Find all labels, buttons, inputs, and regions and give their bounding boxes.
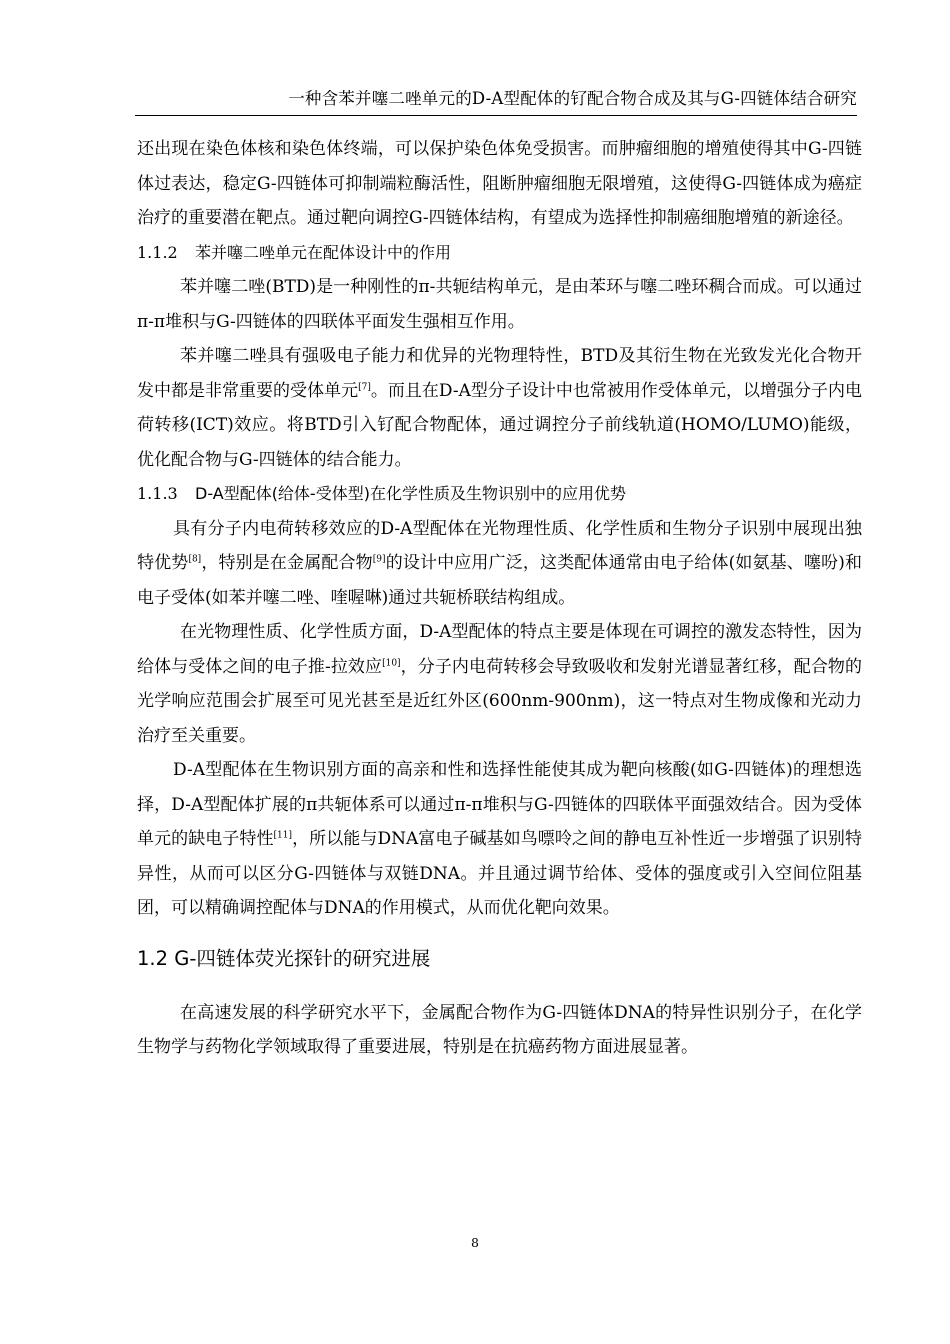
- text-run: D-A型配体在生物识别方面的高亲和性和选择性能使其成为靶向核酸(如G-四链体)的理想选择，D-A型配体扩展的π共轭体系可以通过π-π堆积与G-四链体的四联体平面强效结合。因为受体单元的缺电子特性: [137, 760, 862, 849]
- text-run: ，所以能与DNA富电子碱基如鸟嘌呤之间的静电互补性近一步增强了识别特异性，从而可以区分G-四链体与双链DNA。并且通过调节给体、受体的强度或引入空间位阻基团，可以精确调控配体与DNA的作用模式，从而优化靶向效果。: [137, 829, 862, 918]
- text-run: 的设计中应用广泛，这类配体通常由电子给体(如氨基、噻吩)和电子受体(如苯并噻二唑、喹喔啉)通过共轭桥联结构组成。: [137, 553, 863, 608]
- citation-ref: [7]: [358, 381, 371, 392]
- body-text: [137, 132, 862, 1065]
- paragraph-metal-complexes: 在高速发展的科学研究水平下，金属配合物作为G-四链体DNA的特异性识别分子，在化学生物学与药物化学领域取得了重要进展，特别是在抗癌药物方面进展显著。: [137, 1002, 862, 1057]
- text-run: 在光物理性质、化学性质方面，D-A型配体的特点主要是体现在可调控的激发态特性，因为给体与受体之间的电子推-拉效应: [137, 622, 862, 677]
- section-heading-1-1-3: [137, 477, 862, 512]
- section-title: D-A型配体(给体-受体型)在化学性质及生物识别中的应用优势: [195, 484, 626, 503]
- section-heading-1-1-2: [137, 236, 862, 271]
- section-heading-1-2: 1.2 G-四链体荧光探针的研究进展: [137, 946, 431, 970]
- text-run: ，特别是在金属配合物: [201, 553, 373, 573]
- paragraph-photophysics: [137, 615, 862, 753]
- text-run: 具有分子内电荷转移效应的D-A型配体在光物理性质、化学性质和生物分子识别中展现出独特优势: [137, 518, 862, 573]
- text-run: 。而且在D-A型分子设计中也常被用作受体单元，以增强分子内电荷转移(ICT)效应。将BTD引入钌配合物配体，通过调控分子前线轨道(HOMO/LUMO)能级，优化配合物与G-四链体的结合能力。: [137, 380, 863, 470]
- citation-ref: [9]: [372, 554, 386, 565]
- section-number: 1.1.3: [137, 484, 178, 503]
- section-number: 1.1.2: [137, 242, 178, 262]
- citation-ref: [11]: [273, 830, 293, 841]
- text-run: 苯并噻二唑具有强吸电子能力和优异的光物理特性，BTD及其衍生物在光致发光化合物开发中都是非常重要的受体单元: [137, 346, 862, 401]
- header-rule: [135, 115, 857, 116]
- section-title: 苯并噻二唑单元在配体设计中的作用: [195, 242, 452, 262]
- text-run: ，分子内电荷转移会导致吸收和发射光谱显著红移，配合物的光学响应范围会扩展至可见光甚至是近红外区(600nm-900nm)，这一特点对生物成像和光动力治疗至关重要。: [137, 656, 862, 746]
- running-header: 一种含苯并噻二唑单元的D-A型配体的钌配合物合成及其与G-四链体结合研究: [288, 89, 857, 108]
- citation-ref: [8]: [188, 554, 202, 565]
- paragraph-bio-recognition: [137, 753, 862, 926]
- paragraph-btd-properties: [137, 339, 862, 477]
- citation-ref: [10]: [382, 657, 401, 668]
- page-number: 8: [471, 1235, 479, 1250]
- paragraph-btd-intro: 苯并噻二唑(BTD)是一种刚性的π-共轭结构单元，是由苯环与噻二唑环稠合而成。可以通过π-π堆积与G-四链体的四联体平面发生强相互作用。: [137, 277, 862, 332]
- paragraph-da-ligand-advantages: [137, 512, 862, 616]
- paragraph-g4-significance: 还出现在染色体核和染色体终端，可以保护染色体免受损害。而肿瘤细胞的增殖使得其中G-四链体过表达，稳定G-四链体可抑制端粒酶活性，阻断肿瘤细胞无限增殖，这使得G-四链体成为癌症治疗的重要潜在靶点。通过靶向调控G-四链体结构，有望成为选择性抑制癌细胞增殖的新途径。: [137, 139, 862, 228]
